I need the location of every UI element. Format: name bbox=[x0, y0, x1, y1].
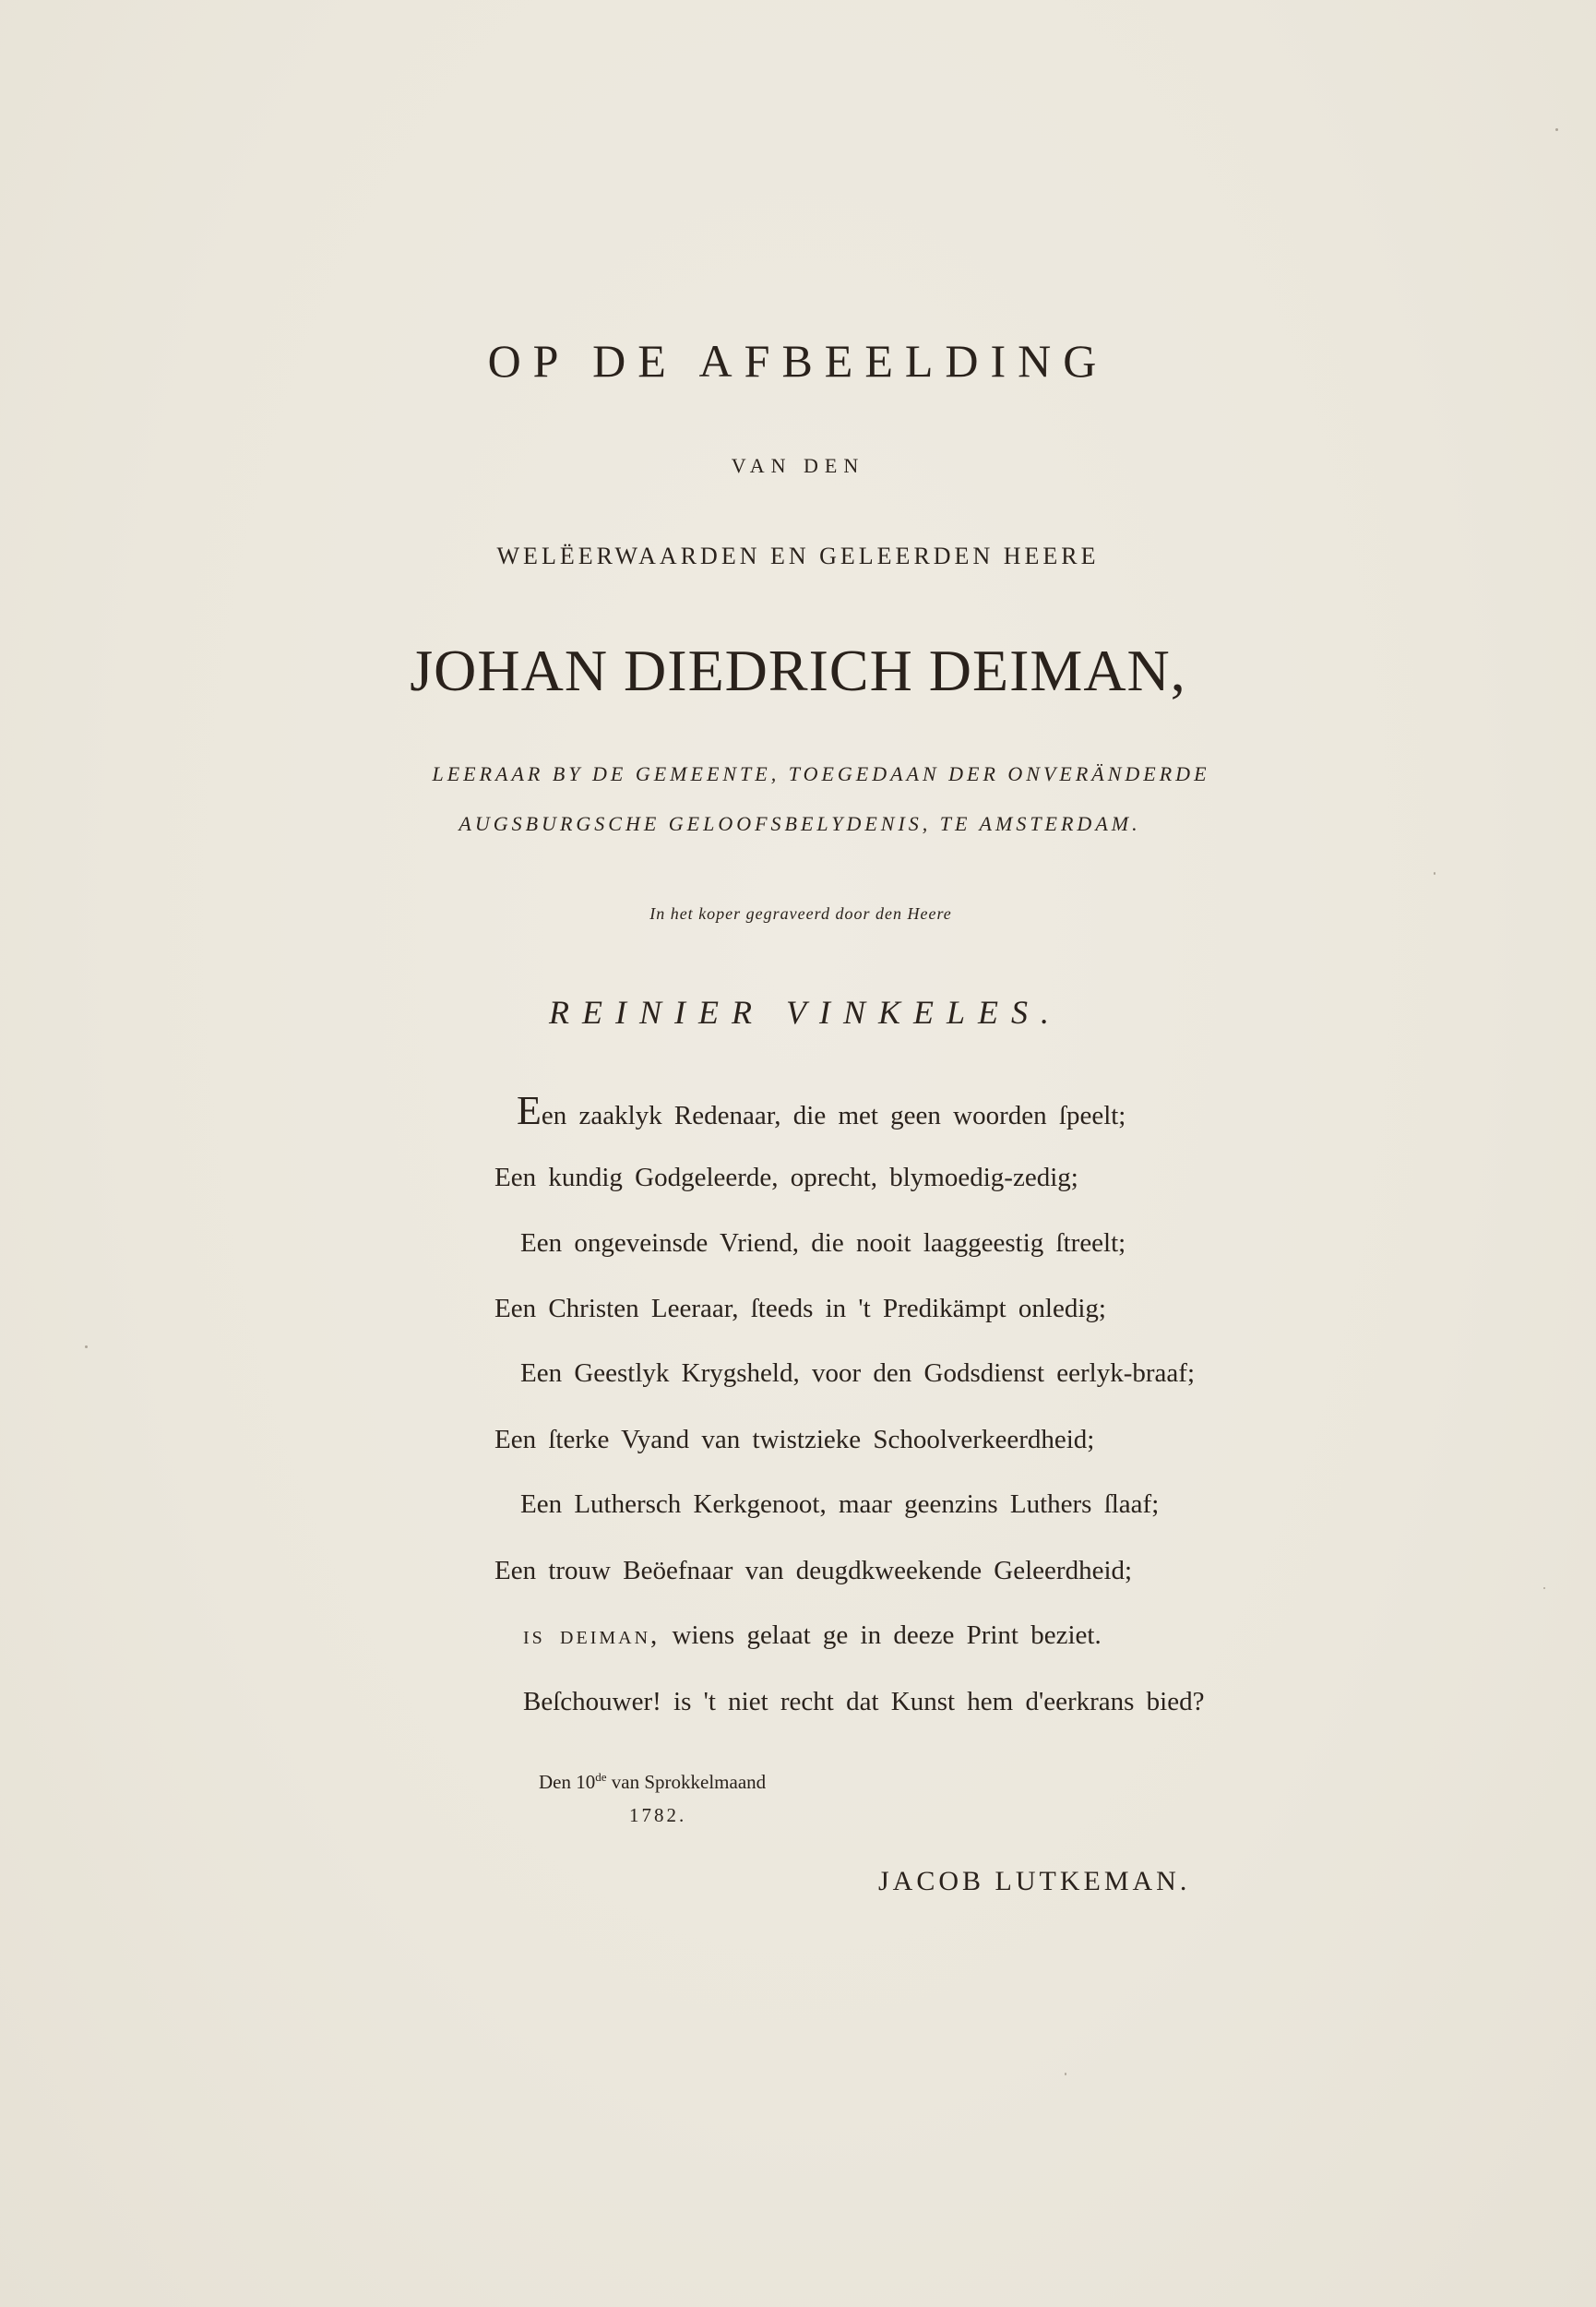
verse-line bbox=[517, 1088, 1126, 1133]
office-line-2: AUGSBURGSCHE GELOOFSBELYDENIS, TE AMSTERDAM. bbox=[459, 812, 1141, 835]
date-line-1 bbox=[539, 1770, 766, 1794]
verse-text: wiens gelaat ge in deeze Print beziet. bbox=[660, 1620, 1102, 1650]
document-title: OP DE AFBEELDING bbox=[487, 335, 1109, 387]
engraving-credit: In het koper gegraveerd door den Heere bbox=[649, 904, 952, 923]
verse-line: Een ſterke Vyand van twistzieke Schoolverkeerdheid; bbox=[494, 1425, 1095, 1454]
verse-text: en zaaklyk Redenaar, die met geen woorden ſpeelt; bbox=[541, 1101, 1126, 1130]
deiman-small-caps: is deiman, bbox=[523, 1620, 661, 1650]
paper-speck bbox=[1065, 2073, 1066, 2075]
engraver-name: REINIER VINKELES. bbox=[549, 994, 1062, 1031]
drop-cap: E bbox=[517, 1088, 542, 1133]
honorific-line: WELËERWAARDEN EN GELEERDEN HEERE bbox=[496, 543, 1100, 569]
verse-line: Een ongeveinsde Vriend, die nooit laaggeestig ſtreelt; bbox=[520, 1228, 1126, 1258]
verse-line: Beſchouwer! is 't niet recht dat Kunst hem d'eerkrans bied? bbox=[523, 1687, 1205, 1716]
date-year: 1782. bbox=[629, 1804, 687, 1826]
verse-line: Een trouw Beöefnaar van deugdkweekende Geleerdheid; bbox=[494, 1556, 1133, 1585]
office-line-1: LEERAAR BY DE GEMEENTE, TOEGEDAAN DER ONVERÄNDERDE bbox=[432, 762, 1210, 785]
verse-line: Een Luthersch Kerkgenoot, maar geenzins Luthers ſlaaf; bbox=[520, 1489, 1160, 1519]
verse-line bbox=[523, 1620, 1102, 1651]
date-ordinal: de bbox=[595, 1770, 607, 1784]
paper-speck bbox=[1543, 1587, 1545, 1589]
date-day: Den 10 bbox=[539, 1771, 596, 1793]
paper-speck bbox=[1555, 128, 1558, 131]
author-signature: JACOB LUTKEMAN. bbox=[878, 1866, 1191, 1896]
paper-speck bbox=[85, 1345, 88, 1348]
verse-line: Een Christen Leeraar, ſteeds in 't Predikämpt onledig; bbox=[494, 1294, 1106, 1323]
document-subtitle: VAN DEN bbox=[731, 454, 865, 477]
verse-line: Een Geestlyk Krygsheld, voor den Godsdienst eerlyk-braaf; bbox=[520, 1358, 1195, 1388]
paper-speck bbox=[1434, 872, 1435, 875]
subject-name: JOHAN DIEDRICH DEIMAN, bbox=[410, 638, 1186, 703]
date-month: van Sprokkelmaand bbox=[606, 1771, 767, 1793]
verse-line: Een kundig Godgeleerde, oprecht, blymoedig-zedig; bbox=[494, 1163, 1078, 1192]
